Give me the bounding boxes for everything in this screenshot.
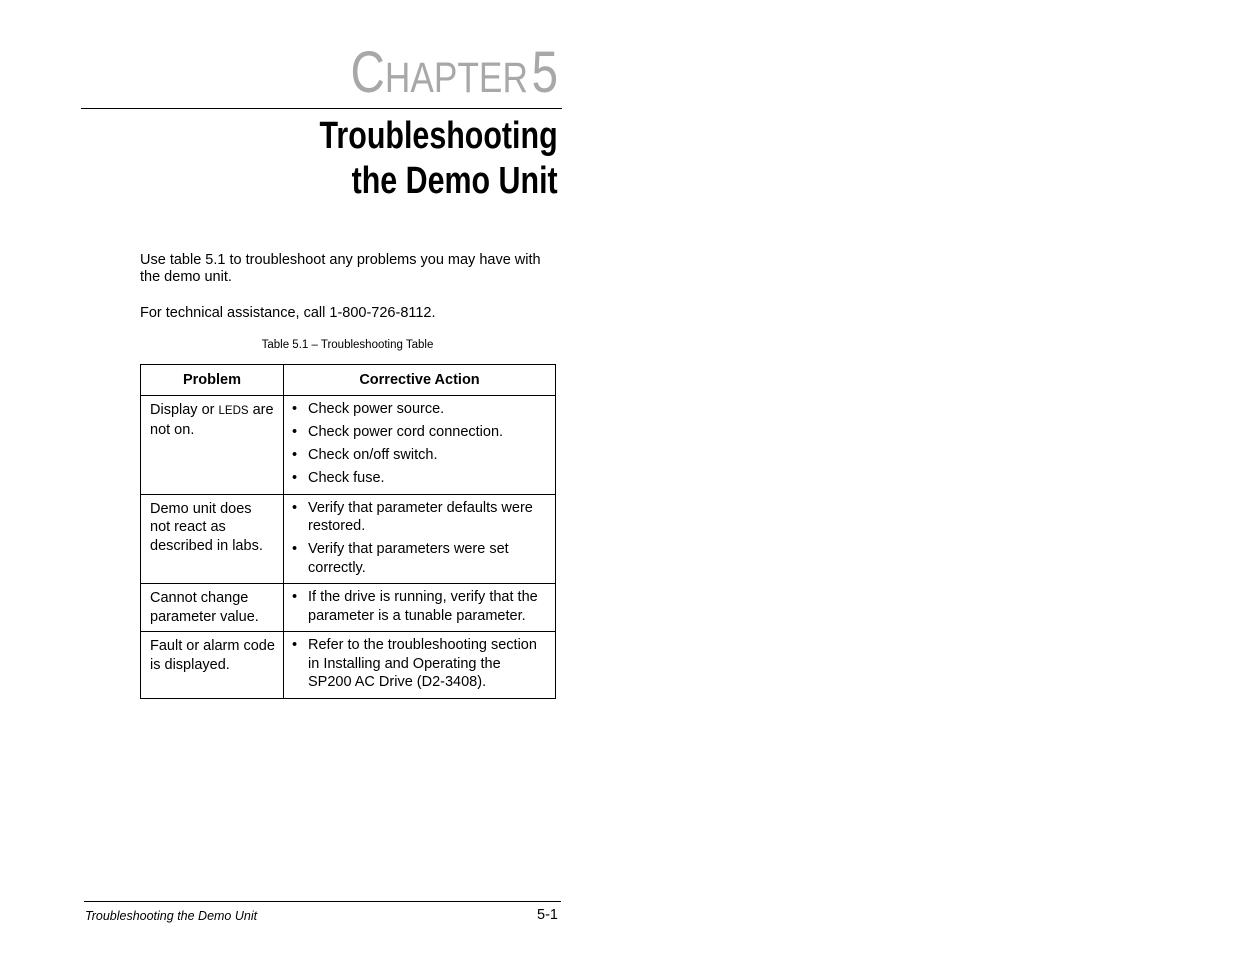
- problem-text-leds: LEDS: [218, 405, 249, 417]
- action-text: Check fuse.: [308, 470, 385, 486]
- action-cell: [284, 396, 556, 495]
- action-text: If the drive is running, verify that the parameter is a tunable parameter.: [308, 589, 538, 624]
- header-problem: Problem: [141, 365, 284, 396]
- troubleshooting-table: [140, 364, 556, 699]
- chapter-label: [350, 40, 558, 105]
- list-item: [292, 540, 547, 577]
- bullet-icon: •: [292, 541, 298, 557]
- list-item: [292, 588, 547, 625]
- action-cell: [284, 494, 556, 584]
- header-corrective-action: Corrective Action: [284, 365, 556, 396]
- intro-paragraph: Use table 5.1 to troubleshoot any problems you may have with the demo unit.: [140, 252, 541, 285]
- chapter-divider: [81, 108, 562, 109]
- bullet-icon: •: [292, 447, 298, 463]
- action-list: [292, 588, 547, 625]
- table-row: [141, 584, 556, 632]
- technical-assistance-paragraph: For technical assistance, call 1-800-726-8112.: [140, 305, 436, 321]
- problem-text-suffix: are not on.: [150, 402, 274, 438]
- action-text: Check on/off switch.: [308, 447, 438, 463]
- table-row: [141, 632, 556, 699]
- chapter-title-line-2: the Demo Unit: [351, 160, 558, 202]
- page-number: 5-1: [537, 907, 558, 923]
- chapter-number: 5: [531, 40, 558, 105]
- problem-cell: [141, 396, 284, 495]
- bullet-icon: •: [292, 637, 298, 653]
- chapter-label-rest: HAPTER: [384, 54, 528, 102]
- action-cell: [284, 632, 556, 699]
- action-text: Refer to the troubleshooting section in Installing and Operating the SP200 AC Drive (D2-3408).: [308, 637, 537, 690]
- footer-divider: [84, 901, 561, 902]
- list-item: [292, 636, 547, 692]
- action-list: [292, 499, 547, 578]
- action-text: Verify that parameter defaults were restored.: [308, 499, 533, 534]
- bullet-icon: •: [292, 470, 298, 486]
- action-cell: [284, 584, 556, 632]
- list-item: [292, 469, 547, 488]
- chapter-title: [320, 114, 558, 204]
- problem-cell: Fault or alarm code is displayed.: [141, 632, 284, 699]
- bullet-icon: •: [292, 401, 298, 417]
- table-header-row: [141, 365, 556, 396]
- action-list: [292, 400, 547, 488]
- problem-text-prefix: Display or: [150, 402, 219, 418]
- list-item: [292, 400, 547, 419]
- action-text: Verify that parameters were set correctly.: [308, 541, 509, 576]
- problem-cell: Demo unit does not react as described in labs.: [141, 494, 284, 584]
- list-item: [292, 423, 547, 442]
- bullet-icon: •: [292, 424, 298, 440]
- bullet-icon: •: [292, 589, 298, 605]
- chapter-title-line-1: Troubleshooting: [319, 115, 558, 157]
- list-item: [292, 446, 547, 465]
- chapter-label-initial: C: [350, 40, 385, 105]
- problem-cell: Cannot change parameter value.: [141, 584, 284, 632]
- table-row: [141, 494, 556, 584]
- action-text: Check power source.: [308, 401, 445, 417]
- action-text: Check power cord connection.: [308, 424, 504, 440]
- list-item: [292, 499, 547, 536]
- table-row: [141, 396, 556, 495]
- action-list: [292, 636, 547, 692]
- bullet-icon: •: [292, 499, 298, 516]
- footer-title: Troubleshooting the Demo Unit: [85, 909, 258, 923]
- table-caption: Table 5.1 – Troubleshooting Table: [261, 339, 434, 351]
